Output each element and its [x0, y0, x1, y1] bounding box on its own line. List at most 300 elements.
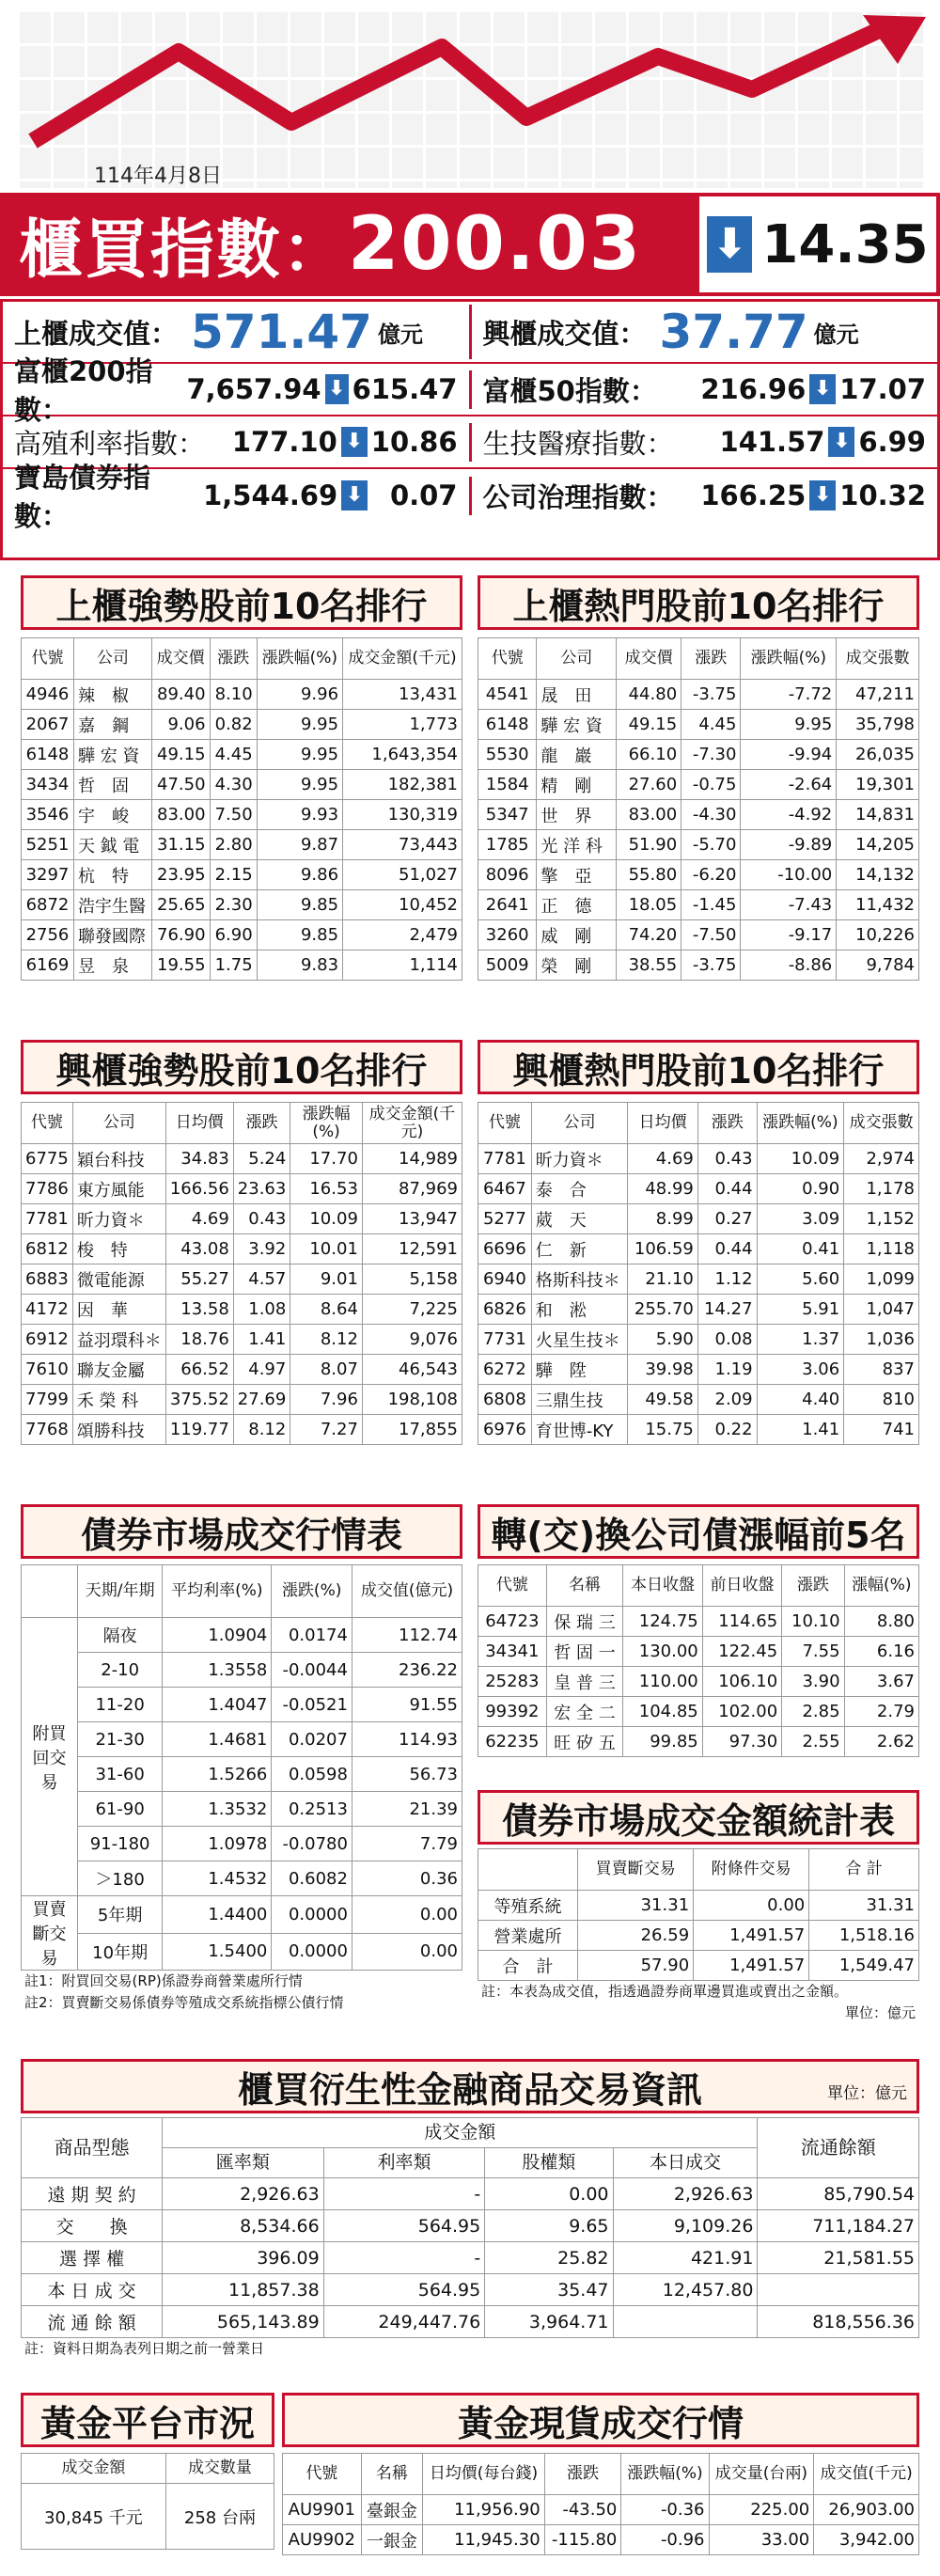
table-cell: 1.5266 [163, 1757, 272, 1792]
gold-platform-table: 成交金額 成交數量 30,845 千元 258 台兩 [21, 2453, 274, 2550]
summary-row [3, 355, 937, 426]
table-cell: 1.41 [757, 1415, 844, 1445]
table-cell: 122.45 [702, 1637, 781, 1667]
bond-stat-unit: 單位：億元 [844, 2004, 916, 2021]
table-row [478, 770, 919, 800]
group-label: 買賣斷交易 [22, 1896, 78, 1971]
table-cell: 1,099 [844, 1264, 919, 1295]
table-row [22, 1792, 462, 1827]
column-header: 日均價(每台錢) [423, 2454, 544, 2495]
table-cell: 0.36 [352, 1861, 462, 1896]
table-cell: 因 華 [72, 1295, 165, 1325]
table-cell: 114.65 [702, 1607, 781, 1637]
index-change: 14.35 [761, 213, 929, 275]
table-cell: 85,790.54 [758, 2178, 919, 2210]
table-cell: 1,152 [844, 1204, 919, 1234]
table-row [22, 830, 462, 860]
table-row [478, 1951, 919, 1981]
table-cell: 0.0598 [272, 1757, 352, 1792]
table-cell: 0.0174 [272, 1618, 352, 1653]
table-cell: 166.56 [165, 1174, 233, 1204]
column-header: 名稱 [361, 2454, 423, 2495]
table-cell: 48.99 [628, 1174, 698, 1204]
table-cell: 2.55 [782, 1727, 844, 1757]
column-header: 商品型態 [22, 2118, 163, 2178]
down-arrow-icon: ⬇ [828, 427, 854, 457]
down-arrow-icon: ⬇ [809, 480, 836, 510]
table-cell: 6883 [22, 1264, 73, 1295]
table-cell: 2,926.63 [163, 2178, 324, 2210]
table-cell: 6169 [22, 950, 74, 981]
down-arrow-icon: ⬇ [341, 427, 368, 457]
table-cell: 5.24 [233, 1144, 290, 1174]
table-row [22, 1618, 462, 1653]
table-cell: 9.06 [151, 710, 210, 740]
table-cell: 9.65 [485, 2210, 613, 2242]
table-cell: 35.47 [485, 2274, 613, 2306]
column-header: 漲跌 [697, 1103, 757, 1144]
table-cell: 7768 [22, 1415, 73, 1445]
column-header: 成交值(億元) [352, 1565, 462, 1618]
table-row [478, 1174, 919, 1204]
table-cell: 110.00 [623, 1667, 702, 1697]
table-cell: 14,831 [837, 800, 919, 830]
table-cell: 3546 [22, 800, 74, 830]
table-cell: 31.31 [809, 1891, 919, 1921]
table-cell: 1.4047 [163, 1688, 272, 1722]
bond-stat-table [478, 1848, 919, 1981]
table-cell: 本 日 成 交 [22, 2274, 163, 2306]
table-cell: -1.45 [682, 890, 741, 920]
table-cell: 0.41 [757, 1234, 844, 1264]
table-cell: 61-90 [78, 1792, 163, 1827]
table-row [478, 1355, 919, 1385]
gold-spot-table [282, 2453, 919, 2555]
table-cell: 5,158 [362, 1264, 462, 1295]
table-cell: 1,036 [844, 1325, 919, 1355]
table-row [22, 920, 462, 950]
table-cell: 19.55 [151, 950, 210, 981]
table-cell: 1.08 [233, 1295, 290, 1325]
table-cell: 5347 [478, 800, 537, 830]
table-cell: 9.87 [257, 830, 342, 860]
table-cell: 12,591 [362, 1234, 462, 1264]
report-date: 114年4月8日 [94, 165, 222, 188]
table-cell: 0.22 [697, 1415, 757, 1445]
table-cell: 1.3558 [163, 1653, 272, 1688]
table-cell: -2.64 [741, 770, 837, 800]
table-cell: 驊 宏 資 [73, 740, 151, 770]
column-header: 公司 [537, 638, 617, 680]
table-cell: 1584 [478, 770, 537, 800]
panel-title: 上櫃強勢股前10名排行 [21, 575, 462, 630]
table-row [478, 830, 919, 860]
table-cell: 1.5400 [163, 1933, 272, 1971]
bond-panel [21, 1504, 462, 2014]
column-header: 漲跌幅(%) [741, 638, 837, 680]
table-cell: 格斯科技＊ [531, 1264, 628, 1295]
table-cell: 23.95 [151, 860, 210, 890]
emerging-hot-panel [478, 1040, 919, 1445]
table-cell: 保 瑞 三 [546, 1607, 623, 1637]
table-cell: 106.10 [702, 1667, 781, 1697]
table-cell: 梭 特 [72, 1234, 165, 1264]
down-arrow-icon: ⬇ [325, 374, 349, 404]
table-cell: 87,969 [362, 1174, 462, 1204]
table-cell: 1.4532 [163, 1861, 272, 1896]
table-cell: 198,108 [362, 1385, 462, 1415]
table-cell: 浩宇生醫 [73, 890, 151, 920]
table-row [478, 1234, 919, 1264]
table-cell: 6808 [478, 1385, 532, 1415]
table-row [478, 920, 919, 950]
table-cell: 97.30 [702, 1727, 781, 1757]
table-cell: 16.53 [290, 1174, 363, 1204]
table-cell: 375.52 [165, 1385, 233, 1415]
column-header: 漲跌幅(%) [290, 1103, 363, 1144]
table-cell: 13,431 [343, 680, 462, 710]
table-cell: 7731 [478, 1325, 532, 1355]
table-cell: 31.31 [578, 1891, 694, 1921]
column-header: 成交金額(千元) [343, 638, 462, 680]
table-cell: 10,452 [343, 890, 462, 920]
table-cell: -4.92 [741, 800, 837, 830]
table-cell: 聯友金屬 [72, 1355, 165, 1385]
column-header: 成交價 [151, 638, 210, 680]
table-cell: -3.75 [682, 680, 741, 710]
table-row [22, 800, 462, 830]
table-cell: 564.95 [323, 2274, 485, 2306]
table-cell: 0.00 [694, 1891, 809, 1921]
table-cell: 0.43 [233, 1204, 290, 1234]
table-cell: 2,974 [844, 1144, 919, 1174]
table-row [478, 1415, 919, 1445]
table-cell: 驊 宏 資 [537, 710, 617, 740]
table-cell: -9.94 [741, 740, 837, 770]
table-cell: 130,319 [343, 800, 462, 830]
table-cell: 9.95 [257, 710, 342, 740]
bond-note: 註2：買賣斷交易係債券等殖成交系統指標公債行情 [24, 1994, 344, 2011]
table-cell: 818,556.36 [758, 2306, 919, 2338]
column-header: 成交金額 [163, 2118, 758, 2148]
table-cell: 正 德 [537, 890, 617, 920]
summary-cell: 公司治理指數： 166.25 ⬇ 10.32 [469, 477, 938, 515]
table-cell: 哲 固 [73, 770, 151, 800]
table-cell: 6912 [22, 1325, 73, 1355]
banner [0, 0, 940, 197]
table-cell: 3.09 [757, 1204, 844, 1234]
table-cell: 0.43 [697, 1144, 757, 1174]
table-cell: 8096 [478, 860, 537, 890]
index-value: 200.03 [348, 202, 643, 287]
table-cell: 27.60 [617, 770, 682, 800]
table-cell: 三鼎生技 [531, 1385, 628, 1415]
table-cell: 2-10 [78, 1653, 163, 1688]
table-cell [613, 2306, 758, 2338]
column-header: 本日成交 [613, 2148, 758, 2178]
table-cell: 6.16 [844, 1637, 918, 1667]
table-cell: 76.90 [151, 920, 210, 950]
table-cell: 交 換 [22, 2210, 163, 2242]
table-cell: 9.85 [257, 890, 342, 920]
bond-stat-panel [478, 1790, 919, 2024]
column-header: 漲跌 [233, 1103, 290, 1144]
table-cell: 6775 [22, 1144, 73, 1174]
table-cell: 9.96 [257, 680, 342, 710]
table-cell: 21,581.55 [758, 2242, 919, 2274]
emerging-strong-table [21, 1102, 462, 1445]
table-cell: -10.00 [741, 860, 837, 890]
table-cell: 7.96 [290, 1385, 363, 1415]
table-cell: 6826 [478, 1295, 532, 1325]
table-cell: 0.82 [210, 710, 257, 740]
table-cell: 3297 [22, 860, 74, 890]
table-cell: 4.45 [682, 710, 741, 740]
table-cell: 9.95 [257, 740, 342, 770]
table-row [22, 770, 462, 800]
table-cell: 6148 [22, 740, 74, 770]
table-cell: 837 [844, 1355, 919, 1385]
column-header [478, 1849, 578, 1891]
column-header: 漲跌 [210, 638, 257, 680]
table-cell: 564.95 [323, 2210, 485, 2242]
bond-stat-note: 註：本表為成交值，指透過證券商單邊買進或賣出之金額。 [481, 1983, 849, 2000]
emerging-strong-panel [21, 1040, 462, 1445]
table-cell: 13.58 [165, 1295, 233, 1325]
table-cell: -7.43 [741, 890, 837, 920]
table-cell: 1.0978 [163, 1827, 272, 1861]
table-cell: 9,076 [362, 1325, 462, 1355]
summary-box [0, 299, 940, 560]
panel-title: 上櫃熱門股前10名排行 [478, 575, 919, 630]
table-row [478, 860, 919, 890]
table-cell: 104.85 [623, 1697, 702, 1727]
table-cell: 7799 [22, 1385, 73, 1415]
bond-note: 註1：附買回交易(RP)係證券商營業處所行情 [24, 1972, 303, 1989]
table-row [22, 1325, 462, 1355]
table-cell: 11,857.38 [163, 2274, 324, 2306]
table-cell: 3.92 [233, 1234, 290, 1264]
table-cell: 1,047 [844, 1295, 919, 1325]
table-header-row [22, 1565, 462, 1618]
table-cell: 臺銀金 [361, 2495, 423, 2525]
table-row [478, 1697, 919, 1727]
table-cell: 遠 期 契 約 [22, 2178, 163, 2210]
table-cell: 9.83 [257, 950, 342, 981]
table-cell: -7.72 [741, 680, 837, 710]
column-header: 本日收盤 [623, 1565, 702, 1607]
table-cell: 236.22 [352, 1653, 462, 1688]
table-cell: 396.09 [163, 2242, 324, 2274]
table-cell: 89.40 [151, 680, 210, 710]
table-cell: -43.50 [544, 2495, 621, 2525]
table-row [478, 950, 919, 981]
table-cell: 31-60 [78, 1757, 163, 1792]
table-row [478, 1264, 919, 1295]
table-cell: 0.2513 [272, 1792, 352, 1827]
table-cell: 1,773 [343, 710, 462, 740]
table-cell: -3.75 [682, 950, 741, 981]
table-cell: 精 剛 [537, 770, 617, 800]
deriv-note: 註：資料日期為表列日期之前一營業日 [24, 2340, 265, 2357]
table-cell: 124.75 [623, 1607, 702, 1637]
table-cell: AU9902 [283, 2525, 362, 2555]
table-cell: 19,301 [837, 770, 919, 800]
table-cell: 6148 [478, 710, 537, 740]
group-label: 附買回交易 [22, 1618, 78, 1896]
table-cell: 43.08 [165, 1234, 233, 1264]
table-cell: 0.90 [757, 1174, 844, 1204]
emerging-hot-table [478, 1102, 919, 1445]
column-header: 前日收盤 [702, 1565, 781, 1607]
table-cell: 9.86 [257, 860, 342, 890]
table-cell: 益羽環科＊ [72, 1325, 165, 1355]
table-row [478, 740, 919, 770]
table-cell: 1.41 [233, 1325, 290, 1355]
table-cell: 49.15 [617, 710, 682, 740]
column-header: 代號 [478, 1565, 547, 1607]
table-row [22, 860, 462, 890]
table-cell: 6812 [22, 1234, 73, 1264]
table-cell: 昕力資＊ [531, 1144, 628, 1174]
table-row [22, 1355, 462, 1385]
table-cell: 15.75 [628, 1415, 698, 1445]
table-cell: 26.59 [578, 1921, 694, 1951]
summary-cell: 富櫃50指數： 216.96 ⬇ 17.07 [469, 370, 938, 409]
table-row [478, 1727, 919, 1757]
table-cell: 8.10 [210, 680, 257, 710]
table-cell: 49.15 [151, 740, 210, 770]
table-cell: 102.00 [702, 1697, 781, 1727]
table-cell: 榮 剛 [537, 950, 617, 981]
table-cell: 頌勝科技 [72, 1415, 165, 1445]
down-arrow-icon: ⬇ [341, 480, 368, 510]
table-cell: 1.37 [757, 1325, 844, 1355]
table-row [22, 1688, 462, 1722]
table-cell: 杭 特 [73, 860, 151, 890]
table-cell: 6.90 [210, 920, 257, 950]
index-title-block [0, 193, 696, 296]
table-cell: 9,109.26 [613, 2210, 758, 2242]
table-cell: 2.30 [210, 890, 257, 920]
table-cell: 7.50 [210, 800, 257, 830]
table-cell: 421.91 [613, 2242, 758, 2274]
table-cell: 8.64 [290, 1295, 363, 1325]
table-row [22, 1896, 462, 1934]
summary-cell: 上櫃成交值： 571.47 億元 [14, 305, 423, 359]
summary-cell: 高殖利率指數： 177.10 ⬇ 10.86 [14, 426, 458, 460]
index-header [0, 193, 940, 296]
table-cell: 2.85 [782, 1697, 844, 1727]
table-cell: 1.3532 [163, 1792, 272, 1827]
table-cell: 6872 [22, 890, 74, 920]
column-header: 日均價 [628, 1103, 698, 1144]
table-row [22, 1264, 462, 1295]
table-row [478, 1667, 919, 1697]
column-header: 成交金額(千元) [362, 1103, 462, 1144]
table-cell: 哲 固 一 [546, 1637, 623, 1667]
column-header: 代號 [478, 638, 537, 680]
table-cell: 114.93 [352, 1722, 462, 1757]
table-cell: 73,443 [343, 830, 462, 860]
column-header: 代號 [283, 2454, 362, 2495]
table-row [22, 1144, 462, 1174]
table-cell: 0.0207 [272, 1722, 352, 1757]
table-cell: 10.01 [290, 1234, 363, 1264]
table-cell: 34.83 [165, 1144, 233, 1174]
table-row [478, 680, 919, 710]
table-cell: 711,184.27 [758, 2210, 919, 2242]
table-cell: 91-180 [78, 1827, 163, 1861]
table-cell: 5251 [22, 830, 74, 860]
table-cell: 25.82 [485, 2242, 613, 2274]
table-cell: 18.76 [165, 1325, 233, 1355]
table-header-row [478, 1565, 919, 1607]
table-cell: 世 界 [537, 800, 617, 830]
table-cell: 2.62 [844, 1727, 918, 1757]
summary-cell: 寶島債券指數： 1,544.69 ⬇ 0.07 [14, 462, 458, 532]
table-cell: 1.0904 [163, 1618, 272, 1653]
table-cell: 51,027 [343, 860, 462, 890]
table-cell: 2756 [22, 920, 74, 950]
table-cell: 4946 [22, 680, 74, 710]
table-cell: 13,947 [362, 1204, 462, 1234]
column-header: 天期/年期 [78, 1565, 163, 1618]
table-cell: 9.95 [741, 710, 837, 740]
table-cell: 23.63 [233, 1174, 290, 1204]
table-cell: 1,114 [343, 950, 462, 981]
table-row [22, 1861, 462, 1896]
table-cell: 光 洋 科 [537, 830, 617, 860]
summary-row [3, 462, 937, 532]
table-cell: 44.80 [617, 680, 682, 710]
table-cell: 21.10 [628, 1264, 698, 1295]
table-cell: 2641 [478, 890, 537, 920]
table-row [478, 890, 919, 920]
table-cell: - [323, 2242, 485, 2274]
column-header: 成交張數 [837, 638, 919, 680]
table-row [22, 1933, 462, 1971]
table-row [22, 2242, 919, 2274]
table-cell: 4.57 [233, 1264, 290, 1295]
table-cell: 4.97 [233, 1355, 290, 1385]
table-cell: 6467 [478, 1174, 532, 1204]
table-cell: 21-30 [78, 1722, 163, 1757]
table-cell: -0.0780 [272, 1827, 352, 1861]
table-cell: 7610 [22, 1355, 73, 1385]
table-cell: 仁 新 [531, 1234, 628, 1264]
index-change-block [696, 193, 940, 296]
table-cell: 6940 [478, 1264, 532, 1295]
table-cell: 5.90 [628, 1325, 698, 1355]
table-cell: 9.85 [257, 920, 342, 950]
table-cell: 2.79 [844, 1697, 918, 1727]
table-cell: 3.90 [782, 1667, 844, 1697]
otc-hot-table [478, 637, 919, 981]
table-cell: 4172 [22, 1295, 73, 1325]
table-cell: 11-20 [78, 1688, 163, 1722]
table-cell: 49.58 [628, 1385, 698, 1415]
table-cell: 0.44 [697, 1174, 757, 1204]
table-cell: - [323, 2178, 485, 2210]
table-cell: 皇 普 三 [546, 1667, 623, 1697]
table-cell: 0.0000 [272, 1933, 352, 1971]
table-cell: 255.70 [628, 1295, 698, 1325]
table-cell: 1,643,354 [343, 740, 462, 770]
table-row [283, 2525, 919, 2555]
table-row [478, 710, 919, 740]
panel-title: 櫃買衍生性金融商品交易資訊 單位：億元 [21, 2059, 919, 2113]
